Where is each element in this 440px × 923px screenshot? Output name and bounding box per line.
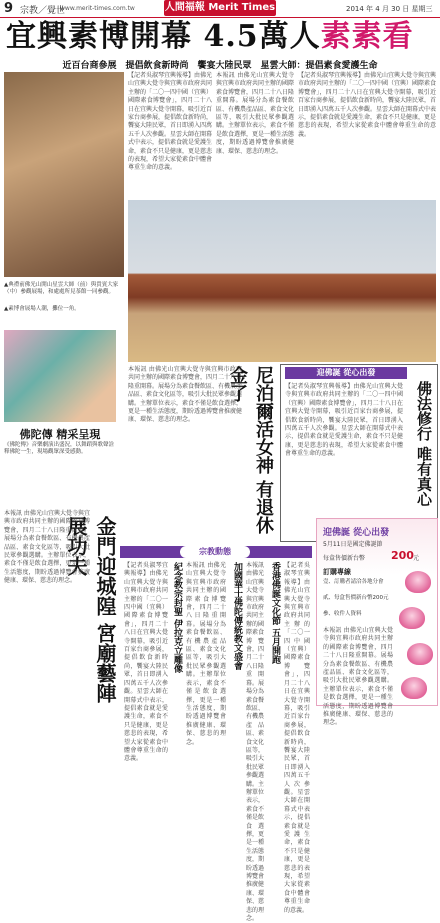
- welcome-buddha-label: 迎佛誕 從心出發: [285, 367, 407, 379]
- lotus-icon: [405, 571, 431, 593]
- ad-price: 200: [391, 549, 414, 562]
- ad-item-3: 參、收件人資料: [323, 611, 362, 617]
- intro-article-col-2: 本報訊 由佛光山宜興大覺寺與宜興市政府共同主辦的國際素食博覽會，四月二十八日隆重開幕。展場分為素食餐飲區、有機農產品區、素食文化區等，吸引大批民眾參觀選購。主辦單位表示，素食不僅是飲食選擇，更是一種生活態度，期盼透過博覽會推廣健康、環保、慈悲的理念。: [216, 72, 295, 155]
- jinmen-article: 本報訊 由佛光山宜興大覺寺與宜興市政府共同主辦的國際素食博覽會，四月二十八日隆重開幕。展場分為素食餐飲區、有機農產品區、素食文化區等，吸引大批民眾參觀選購。主辦單位表示，素食不僅是飲食選擇，更是一種生活態度，期盼透過博覽會推廣健康、環保、慈悲的理念。: [4, 510, 90, 585]
- sub-headline: 近百台商參展 提倡飲食新時尚 饗宴大陸民眾 星雲大師：提倡素食愛護生命: [62, 61, 378, 71]
- headline-memorial: 紀念教宗封聖 伊拉克立雕像: [172, 562, 182, 674]
- intro-article-col-3: 【記者吳淑琴宜興報導】由佛光山宜興大覺寺與宜興市政府共同主辦的「二〇一四中國（宜興）國際素食博覽會」，四月二十八日在宜興大覺寺開幕，吸引近百家台商參展，提倡飲食新時尚，饗宴大陸民眾，首日即湧入四萬五千人次參觀。星雲大師在開幕式中表示，提倡素食就是愛護生命，素食不只是健康，更是慈悲的表現，希望大家從素食中體會尊重生命的意義。: [298, 72, 437, 138]
- religion-news-label: 宗教動態: [180, 546, 250, 558]
- temple-crowd-photo: [128, 200, 436, 362]
- welcome-buddha-box: [280, 364, 438, 542]
- religion-news-bar: [120, 546, 312, 558]
- ad-title: 迎佛誕 從心出發: [323, 528, 390, 538]
- photo-caption-exhibit: ▲素博會展場人潮，攤位一角。: [4, 306, 80, 312]
- buddha-birthday-ad: [316, 518, 438, 727]
- ad-item-2: 貳、每盒售價新台幣200元: [323, 595, 389, 601]
- ad-price-unit: 元: [413, 555, 420, 562]
- headline-jinmen: 金門迎城隍 宮廟藝陣展功夫: [64, 516, 117, 703]
- ad-subtitle: 5月11日是國定佛誕節: [323, 541, 383, 548]
- welcome-buddha-article: 【記者吳淑琴宜興報導】由佛光山宜興大覺寺與宜興市政府共同主辦的「二〇一四中國（宜興）國際素食博覽會」，四月二十八日在宜興大覺寺開幕，吸引近百家台商參展，提倡飲食新時尚，饗宴大陸民眾，首日即湧入四萬五千人次參觀。星雲大師在開幕式中表示，提倡素食就是愛護生命，素食不只是健康，更是慈悲的表現，希望大家從素食中體會尊重生命的意義。: [285, 383, 403, 458]
- headline-nepal: 尼泊爾活女神 有退休金了: [227, 366, 274, 535]
- headline-hongkong: 香港佛誕文化節 五月開跑: [270, 562, 280, 665]
- lotus-icon: [407, 643, 433, 665]
- center-article: 本報訊 由佛光山宜興大覺寺與宜興市政府共同主辦的國際素食博覽會，四月二十八日隆重開幕。展場分為素食餐飲區、有機農產品區、素食文化區等，吸引大批民眾參觀選購。主辦單位表示，素食不僅是飲食選擇，更是一種生活態度，期盼透過博覽會推廣健康、環保、慈悲的理念。: [128, 366, 243, 424]
- buddha-musical-photo: [4, 330, 116, 422]
- ad-price-label: 每盒售價新台幣: [323, 555, 366, 562]
- headline-main: 宜興素博開幕 4.5萬人: [6, 19, 321, 54]
- headline-buddha: 佛法修行 唯有真心: [415, 381, 433, 507]
- ad-item-1: 壹、訂購者請洽各地分會: [323, 579, 384, 585]
- newspaper-logo: 人間福報 Merit Times: [164, 0, 276, 16]
- show-title: 佛陀傳 精采呈現: [19, 428, 101, 441]
- lotus-icon: [399, 607, 425, 629]
- memorial-article: 本報訊 由佛光山宜興大覺寺與宜興市政府共同主辦的國際素食博覽會，四月二十八日隆重開幕。展場分為素食餐飲區、有機農產品區、素食文化區等，吸引大批民眾參觀選購。主辦單位表示，素食不僅是飲食選擇，更是一種生活態度，期盼透過博覽會推廣健康、環保、慈悲的理念。: [186, 562, 226, 746]
- section-label: 宗教／覺世: [20, 6, 66, 16]
- issue-date: 2014 年 4 月 30 日 星期三: [346, 5, 433, 13]
- hongkong-article: 【記者吳淑琴宜興報導】由佛光山宜興大覺寺與宜興市政府共同主辦的「二〇一四中國（宜興）國際素食博覽會」，四月二十八日在宜興大覺寺開幕，吸引近百家台商參展，提倡飲食新時尚，饗宴大陸民眾，首日即湧入四萬五千人次參觀。星雲大師在開幕式中表示，提倡素食就是愛護生命，素食不只是健康，更是慈悲的表現，希望大家從素食中體會尊重生命的意義。: [284, 562, 310, 914]
- opening-ceremony-photo: [4, 72, 124, 277]
- headline-accent: 素素看: [320, 19, 414, 54]
- ad-fine-print: 本報訊 由佛光山宜興大覺寺與宜興市政府共同主辦的國際素食博覽會，四月二十八日隆重開幕。展場分為素食餐飲區、有機農產品區、素食文化區等，吸引大批民眾參觀選購。主辦單位表示，素食不僅是飲食選擇，更是一種生活態度，期盼透過博覽會推廣健康、環保、慈悲的理念。: [323, 627, 393, 727]
- site-url[interactable]: www.merit-times.com.tw: [60, 5, 135, 12]
- main-headline: [6, 18, 414, 56]
- page-number: 9: [4, 1, 14, 16]
- page-header: [0, 0, 440, 18]
- headline-sanzang: 加國華士佛陀傳統教文盛會: [232, 562, 242, 670]
- photo-caption-top-left: ▲典禮前佛光山開山星雲大師（前）與貴賓大家（中）參觀展場，和處處所見茶館一同參觀。: [4, 282, 119, 295]
- ad-contact-label: 訂購專線: [323, 568, 351, 576]
- intro-article-col-1: 【記者吳淑琴宜興報導】由佛光山宜興大覺寺與宜興市政府共同主辦的「二〇一四中國（宜興）國際素食博覽會」，四月二十八日在宜興大覺寺開幕，吸引近百家台商參展，提倡飲食新時尚，饗宴大陸民眾，首日即湧入四萬五千人次參觀。星雲大師在開幕式中表示，提倡素食就是愛護生命，素食不只是健康，更是慈悲的表現，希望大家從素食中體會尊重生命的意義。: [128, 72, 213, 172]
- show-caption: 《佛陀傳》音樂劇演出盛況，以舞蹈與歌聲詮釋佛陀一生，現場觀眾深受感動。: [4, 442, 115, 455]
- sanzang-article: 本報訊 由佛光山宜興大覺寺與宜興市政府共同主辦的國際素食博覽會，四月二十八日隆重開幕。展場分為素食餐飲區、有機農產品區、素食文化區等，吸引大批民眾參觀選購。主辦單位表示，素食不僅是飲食選擇，更是一種生活態度，期盼透過博覽會推廣健康、環保、慈悲的理念。: [246, 562, 265, 923]
- lotus-icon: [401, 677, 427, 699]
- news-article-left: 【記者吳淑琴宜興報導】由佛光山宜興大覺寺與宜興市政府共同主辦的「二〇一四中國（宜興）國際素食博覽會」，四月二十八日在宜興大覺寺開幕，吸引近百家台商參展，提倡飲食新時尚，饗宴大陸民眾，首日即湧入四萬五千人次參觀。星雲大師在開幕式中表示，提倡素食就是愛護生命，素食不只是健康，更是慈悲的表現，希望大家從素食中體會尊重生命的意義。: [124, 562, 168, 763]
